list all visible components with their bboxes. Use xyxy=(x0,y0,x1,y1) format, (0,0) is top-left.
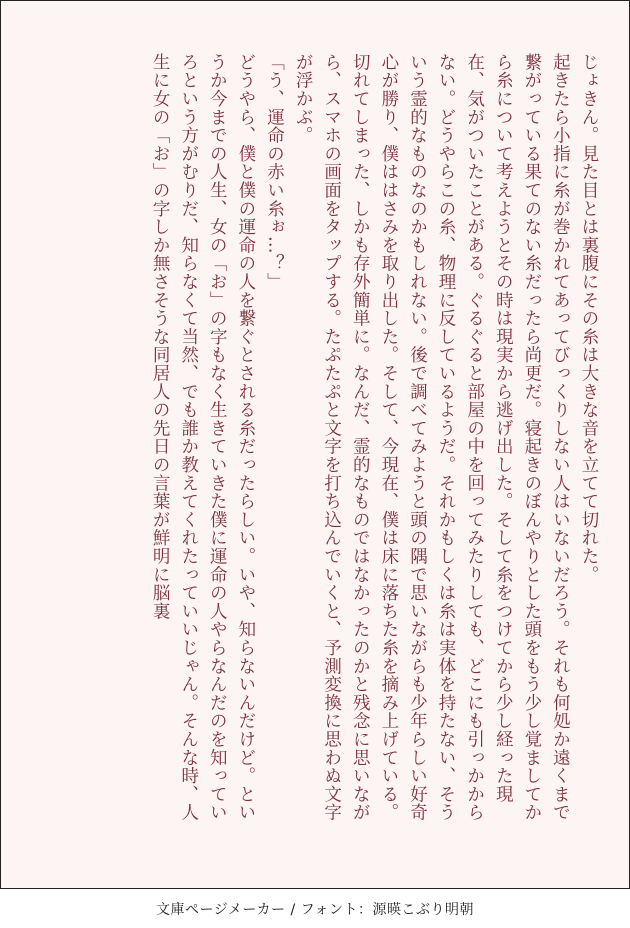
paragraph-body: 起きたら小指に糸が巻かれてあってびっくりしない人はいないだろう。それも何処か遠くまで繋がっている果てのない糸だったら尚更だ。寝起きのぼんやりとした頭をもう少し覚ましてから糸について考えようとその時は現実から逃げ出した。そして糸をつけてから少し経った現在、気がついたことがある。ぐるぐると部屋の中を回ってみたりしても、どこにも引っかからない。どうやらこの糸、物理に反しているようだ。それかもしくは糸は実体を持たない、そういう霊的なものなのかもしれない。後で調べてみようと頭の隅で思いながらも少年らしい好奇心が勝り、僕ははさみを取り出した。そして、今現在、僕は床に落ちた糸を摘み上げている。切れてしまった、しかも存外簡単に。なんだ、霊的なものではなかったのかと残念に思いながら、スマホの画面をタップする。たぷたぷと文字を打ち込んでいくと、予測変換に思わぬ文字が浮かぶ。 xyxy=(293,53,571,822)
paragraph-continuation: どうやら、僕と僕の運命の人を繋ぐとされる糸だったらしい。いや、知らないんだけど。というか今までの人生、女の「お」の字もなく生きていきた僕に運命の人やらなんだのを知っていろという方がむりだ、知らなくて当然、でも誰か教えてくれたっていいじゃん。そんな時、人生に女の「お」の字しか無さそうな同居人の先日の言葉が鮮明に脳裏 xyxy=(150,53,256,822)
footer-credit-text: 文庫ページメーカー / フォント：源暎こぶり明朝 xyxy=(156,901,474,918)
paragraph-opening: じょきん。見た目とは裏腹にその糸は大きな音を立てて切れた。 xyxy=(579,53,599,584)
paragraph-dialogue: 「う、運命の赤い糸ぉ…？」 xyxy=(264,53,285,291)
vertical-text-body xyxy=(146,53,604,831)
footer-credit xyxy=(0,889,630,928)
